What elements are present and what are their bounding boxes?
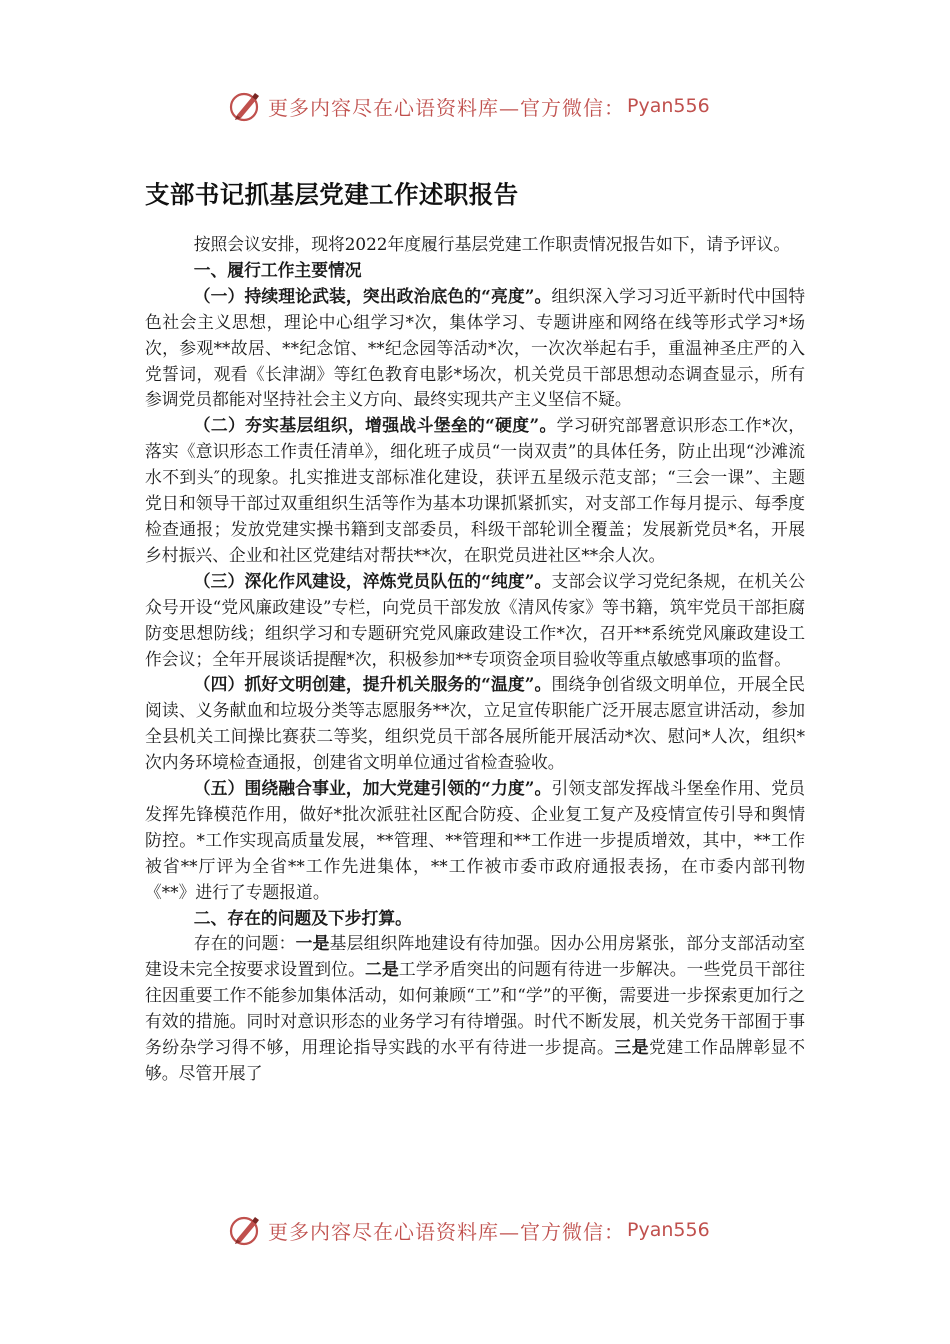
item-paragraph-2 [145, 413, 805, 568]
item-body-5: 引领支部发挥战斗堡垒作用、党员发挥先锋模范作用，做好*批次派驻社区配合防疫、企业复工复产及疫情宣传引导和舆情防控。*工作实现高质量发展，**管理、**管理和**工作进一步提质增效，其中，**工作被省**厅评为全省**工作先进集体，**工作被市委市政府通报表扬，在市委内部刊物《**》进行了专题报道。 [145, 778, 805, 902]
problem-label-3: 三是 [614, 1037, 650, 1058]
banner-wechat-id: Pyan556 [627, 95, 710, 117]
item-heading-5: （五）围绕融合事业，加大党建引领的“力度”。 [193, 778, 552, 799]
problems-lead: 存在的问题： [193, 933, 296, 954]
section-heading-1: 一、履行工作主要情况 [193, 259, 362, 280]
pen-logo-icon [228, 89, 262, 123]
item-paragraph-5 [145, 776, 805, 906]
item-heading-4: （四）抓好文明创建，提升机关服务的“温度”。 [193, 674, 552, 695]
item-body-4: 围绕争创省级文明单位，开展全民阅读、义务献血和垃圾分类等志愿服务**次，立足宣传职能广泛开展志愿宣讲活动，参加全县机关工间操比赛获二等奖，组织党员干部各展所能开展活动*次、慰问*人次，组织*次内务环境检查通报，创建省文明单位通过省检查验收。 [145, 674, 805, 773]
document-body [145, 232, 805, 1087]
item-heading-3: （三）深化作风建设，淬炼党员队伍的“纯度”。 [193, 570, 552, 591]
item-paragraph-3 [145, 569, 805, 673]
header-banner [228, 86, 710, 126]
problem-text-2: 工学矛盾突出的问题有待进一步解决。一些党员干部往往因重要工作不能参加集体活动，如何兼顾“工”和“学”的平衡，需要进一步探索更加行之有效的措施。同时对意识形态的业务学习有待增强。时代不断发展，机关党务干部囿于事务纷杂学习得不够，用理论指导实践的水平有待进一步提高。 [145, 959, 805, 1058]
section-heading-2: 二、存在的问题及下步打算。 [193, 907, 412, 928]
problem-text-3: 党建工作品牌彰显不够。尽管开展了 [145, 1037, 805, 1083]
banner-text: 更多内容尽在心语资料库—官方微信： [268, 1219, 625, 1244]
banner-wechat-id: Pyan556 [627, 1219, 710, 1241]
item-paragraph-4 [145, 672, 805, 776]
problem-text-1: 基层组织阵地建设有待加强。因办公用房紧张，部分支部活动室建设未完全按要求设置到位。 [145, 933, 805, 980]
item-body-1: 组织深入学习习近平新时代中国特色社会主义思想，理论中心组学习*次，集体学习、专题讲座和网络在线等形式学习*场次，参观**故居、**纪念馆、**纪念园等活动*次，一次次举起右手，重温神圣庄严的入党誓词，观看《长津湖》等红色教育电影*场次，机关党员干部思想动态调查显示，所有参调党员都能对坚持社会主义方向、最终实现共产主义坚信不疑。 [145, 285, 805, 410]
problems-paragraph [145, 931, 805, 1086]
item-body-3: 支部会议学习党纪条规，在机关公众号开设“党风廉政建设”专栏，向党员干部发放《清风传家》等书籍，筑牢党员干部拒腐防变思想防线；组织学习和专题研究党风廉政建设工作*次，召开**系统党风廉政建设工作会议；全年开展谈话提醒*次，积极参加**专项资金项目验收等重点敏感事项的监督。 [145, 570, 805, 669]
intro-paragraph: 按照会议安排，现将2022年度履行基层党建工作职责情况报告如下，请予评议。 [193, 234, 791, 254]
item-body-2: 学习研究部署意识形态工作*次，落实《意识形态工作责任清单》，细化班子成员“一岗双责”的具体任务，防止出现“沙滩流水不到头″的现象。扎实推进支部标准化建设，获评五星级示范支部；“三会一课”、主题党日和领导干部过双重组织生活等作为基本功课抓紧抓实，对支部工作每月提示、每季度检查通报；发放党建实操书籍到支部委员，科级干部轮训全覆盖；发展新党员*名，开展乡村振兴、企业和社区党建结对帮扶**次，在职党员进社区**余人次。 [145, 415, 805, 565]
item-heading-2: （二）夯实基层组织，增强战斗堡垒的“硬度”。 [193, 415, 557, 436]
banner-text: 更多内容尽在心语资料库—官方微信： [268, 95, 625, 120]
footer-banner [228, 1210, 710, 1250]
item-paragraph-1 [145, 284, 805, 414]
problem-label-2: 二是 [365, 959, 399, 980]
item-heading-1: （一）持续理论武装，突出政治底色的“亮度”。 [193, 285, 552, 306]
document-title: 支部书记抓基层党建工作述职报告 [145, 180, 519, 209]
problem-label-1: 一是 [295, 933, 330, 954]
pen-logo-icon [228, 1213, 262, 1247]
